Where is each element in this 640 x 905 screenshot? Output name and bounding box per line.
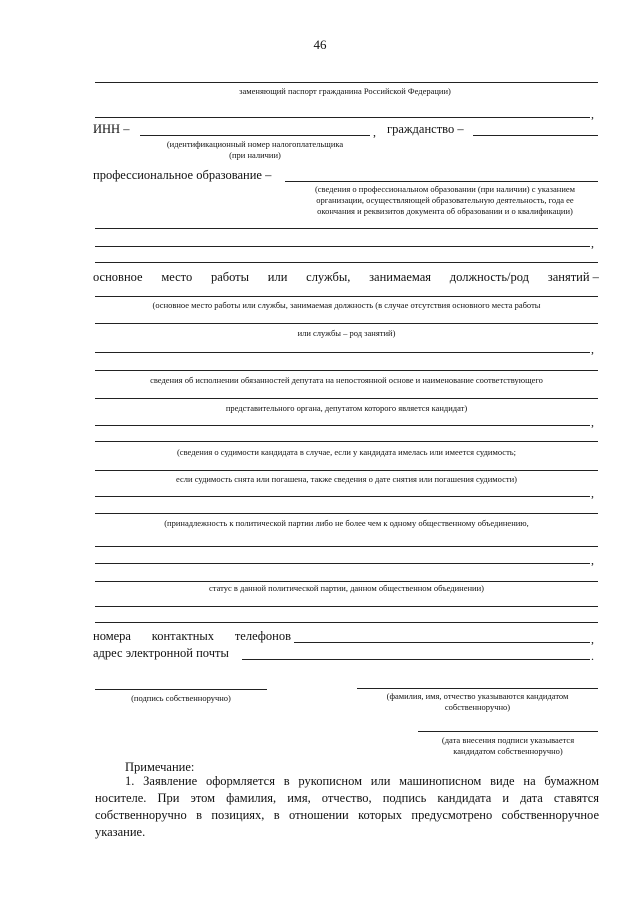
fill-line bbox=[95, 370, 598, 371]
education-caption: (сведения о профессиональном образовании (при наличии) с указанием bbox=[314, 184, 576, 194]
comma: , bbox=[591, 486, 594, 500]
deputy-caption: представительного органа, депутатом которого является кандидат) bbox=[225, 403, 468, 413]
signature-field[interactable] bbox=[95, 689, 267, 690]
fill-line bbox=[95, 581, 598, 582]
fill-line bbox=[95, 563, 590, 564]
fill-line bbox=[95, 606, 598, 607]
phone-label bbox=[93, 629, 291, 644]
workplace-label bbox=[93, 270, 599, 285]
phone-word: телефонов bbox=[234, 629, 291, 643]
comma: , bbox=[591, 236, 594, 250]
fill-line bbox=[95, 470, 598, 471]
fill-line bbox=[95, 441, 598, 442]
criminal-caption: (сведения о судимости кандидата в случае, если у кандидата имелась или имеется судимость; bbox=[176, 447, 517, 457]
inn-caption: (идентификационный номер налогоплательщика bbox=[166, 139, 344, 149]
fill-line bbox=[95, 262, 598, 263]
fill-line bbox=[95, 117, 590, 118]
workplace-word: работы bbox=[210, 270, 250, 284]
workplace-word: занимаемая bbox=[369, 270, 432, 284]
inn-field[interactable] bbox=[140, 135, 370, 136]
note-title: Примечание: bbox=[125, 760, 195, 774]
citizenship-field[interactable] bbox=[473, 135, 598, 136]
phone-word: контактных bbox=[151, 629, 215, 643]
fill-line bbox=[95, 82, 598, 83]
education-caption: окончания и реквизитов документа об образовании и о квалификации) bbox=[317, 206, 573, 216]
party-caption: статус в данной политической партии, данном общественном объединении) bbox=[209, 583, 484, 593]
comma: , bbox=[591, 415, 594, 429]
fill-line bbox=[95, 246, 590, 247]
date-caption: (дата внесения подписи указывается bbox=[441, 735, 575, 745]
email-field[interactable] bbox=[242, 659, 590, 660]
signature-caption: (подпись собственноручно) bbox=[131, 693, 231, 703]
inn-caption: (при наличии) bbox=[229, 150, 281, 160]
education-caption: организации, осуществляющей образовательную деятельность, года ее bbox=[316, 195, 574, 205]
note-text: 1. Заявление оформляется в рукописном или машинописном виде на бумажном носителе. При этом фамилия, имя, отчество, подпись кандидата и дата ставятся собственноручно в позициях, в отношении которых предусмотрено собственноручное указание. bbox=[95, 774, 599, 839]
workplace-caption: или службы – род занятий) bbox=[297, 328, 396, 338]
workplace-word: место bbox=[161, 270, 193, 284]
fill-line bbox=[95, 398, 598, 399]
comma: , bbox=[591, 342, 594, 356]
fill-line bbox=[95, 496, 590, 497]
fill-line bbox=[95, 323, 598, 324]
name-field[interactable] bbox=[357, 688, 598, 689]
page-number: 46 bbox=[313, 37, 327, 52]
date-caption: кандидатом собственноручно) bbox=[453, 746, 563, 756]
passport-caption: заменяющий паспорт гражданина Российской Федерации) bbox=[239, 86, 451, 96]
fill-line bbox=[95, 546, 598, 547]
inn-label: ИНН – bbox=[93, 122, 130, 136]
fill-line bbox=[95, 352, 590, 353]
fill-line bbox=[95, 228, 598, 229]
workplace-word: или bbox=[267, 270, 288, 284]
workplace-word: основное bbox=[93, 270, 143, 284]
comma: , bbox=[591, 553, 594, 567]
workplace-caption: (основное место работы или службы, занимаемая должность (в случае отсутствия основного места работы bbox=[152, 300, 541, 310]
phone-word: номера bbox=[93, 629, 131, 643]
comma: , bbox=[591, 107, 594, 121]
date-field[interactable] bbox=[418, 731, 598, 732]
email-label: адрес электронной почты bbox=[93, 646, 229, 660]
party-caption: (принадлежность к политической партии либо не более чем к одному общественному объединению, bbox=[164, 518, 529, 528]
education-field[interactable] bbox=[285, 181, 598, 182]
criminal-caption: если судимость снята или погашена, также сведения о дате снятия или погашения судимости) bbox=[176, 474, 517, 484]
workplace-word: службы, bbox=[306, 270, 351, 284]
comma: , bbox=[373, 125, 376, 139]
citizenship-label: гражданство – bbox=[387, 122, 464, 136]
name-caption: собственноручно) bbox=[444, 702, 511, 712]
name-caption: (фамилия, имя, отчество указываются кандидатом bbox=[386, 691, 569, 701]
fill-line bbox=[95, 425, 590, 426]
period: . bbox=[591, 649, 594, 663]
workplace-word: должность/род bbox=[449, 270, 530, 284]
phone-field[interactable] bbox=[294, 642, 590, 643]
fill-line bbox=[95, 622, 598, 623]
fill-line bbox=[95, 513, 598, 514]
education-label: профессиональное образование – bbox=[93, 168, 272, 182]
deputy-caption: сведения об исполнении обязанностей депутата на непостоянной основе и наименование соответствующего bbox=[150, 375, 543, 385]
comma: , bbox=[591, 632, 594, 646]
workplace-word: занятий – bbox=[547, 270, 599, 284]
workplace-field[interactable] bbox=[95, 296, 598, 297]
